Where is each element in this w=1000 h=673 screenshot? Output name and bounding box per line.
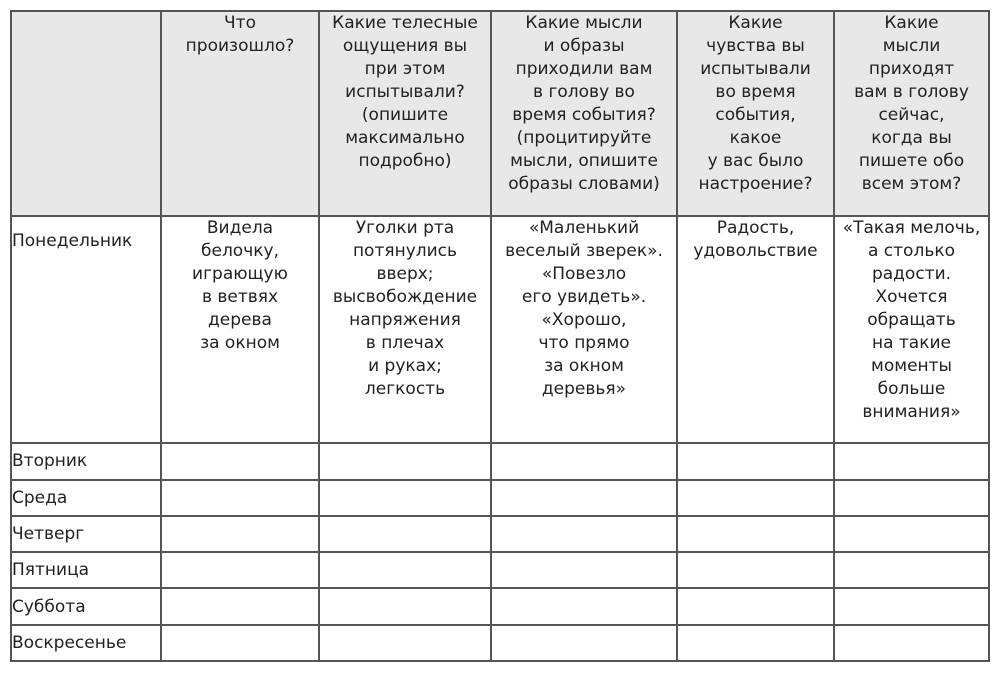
empty-cell bbox=[834, 552, 989, 588]
empty-cell bbox=[161, 443, 319, 479]
day-label-saturday: Суббота bbox=[11, 588, 161, 624]
empty-cell bbox=[491, 480, 677, 516]
day-label-tuesday: Вторник bbox=[11, 443, 161, 479]
header-current-thoughts: Какие мысли приходят вам в голову сейчас, когда вы пишете обо всем этом? bbox=[834, 11, 989, 216]
thought-diary-table bbox=[10, 10, 990, 662]
table-row-saturday bbox=[11, 588, 989, 624]
empty-cell bbox=[319, 588, 491, 624]
empty-cell bbox=[677, 443, 834, 479]
table-row-friday bbox=[11, 552, 989, 588]
day-label-wednesday: Среда bbox=[11, 480, 161, 516]
entry-thoughts-images: «Маленький веселый зверек». «Повезло его увидеть». «Хорошо, что прямо за окном деревья» bbox=[491, 216, 677, 444]
table-row-wednesday bbox=[11, 480, 989, 516]
empty-cell bbox=[319, 516, 491, 552]
empty-cell bbox=[491, 516, 677, 552]
empty-cell bbox=[161, 516, 319, 552]
day-label-thursday: Четверг bbox=[11, 516, 161, 552]
empty-cell bbox=[834, 516, 989, 552]
header-body-sensations: Какие телесные ощущения вы при этом испытывали? (опишите максимально подробно) bbox=[319, 11, 491, 216]
empty-cell bbox=[161, 480, 319, 516]
empty-cell bbox=[491, 443, 677, 479]
header-thoughts-images: Какие мысли и образы приходили вам в голову во время события? (процитируйте мысли, опишите образы словами) bbox=[491, 11, 677, 216]
empty-cell bbox=[319, 480, 491, 516]
empty-cell bbox=[834, 625, 989, 661]
entry-what-happened: Видела белочку, играющую в ветвях дерева за окном bbox=[161, 216, 319, 444]
empty-cell bbox=[834, 588, 989, 624]
empty-cell bbox=[834, 443, 989, 479]
entry-body-sensations: Уголки рта потянулись вверх; высвобождение напряжения в плечах и руках; легкость bbox=[319, 216, 491, 444]
empty-cell bbox=[677, 552, 834, 588]
empty-cell bbox=[677, 625, 834, 661]
entry-feelings-mood: Радость, удовольствие bbox=[677, 216, 834, 444]
empty-cell bbox=[677, 516, 834, 552]
empty-cell bbox=[677, 480, 834, 516]
empty-cell bbox=[319, 625, 491, 661]
empty-cell bbox=[161, 625, 319, 661]
empty-cell bbox=[491, 588, 677, 624]
header-what-happened: Что произошло? bbox=[161, 11, 319, 216]
day-label-friday: Пятница bbox=[11, 552, 161, 588]
empty-cell bbox=[319, 552, 491, 588]
empty-cell bbox=[491, 552, 677, 588]
corner-cell bbox=[11, 11, 161, 216]
day-label-sunday: Воскресенье bbox=[11, 625, 161, 661]
empty-cell bbox=[491, 625, 677, 661]
empty-cell bbox=[319, 443, 491, 479]
header-feelings-mood: Какие чувства вы испытывали во время события, какое у вас было настроение? bbox=[677, 11, 834, 216]
empty-cell bbox=[161, 588, 319, 624]
empty-cell bbox=[161, 552, 319, 588]
table-row-thursday bbox=[11, 516, 989, 552]
empty-cell bbox=[677, 588, 834, 624]
day-label-monday: Понедельник bbox=[11, 216, 161, 444]
table-row-monday bbox=[11, 216, 989, 444]
header-row bbox=[11, 11, 989, 216]
entry-current-thoughts: «Такая мелочь, а столько радости. Хочется обращать на такие моменты больше внимания» bbox=[834, 216, 989, 444]
table-row-tuesday bbox=[11, 443, 989, 479]
empty-cell bbox=[834, 480, 989, 516]
table-row-sunday bbox=[11, 625, 989, 661]
